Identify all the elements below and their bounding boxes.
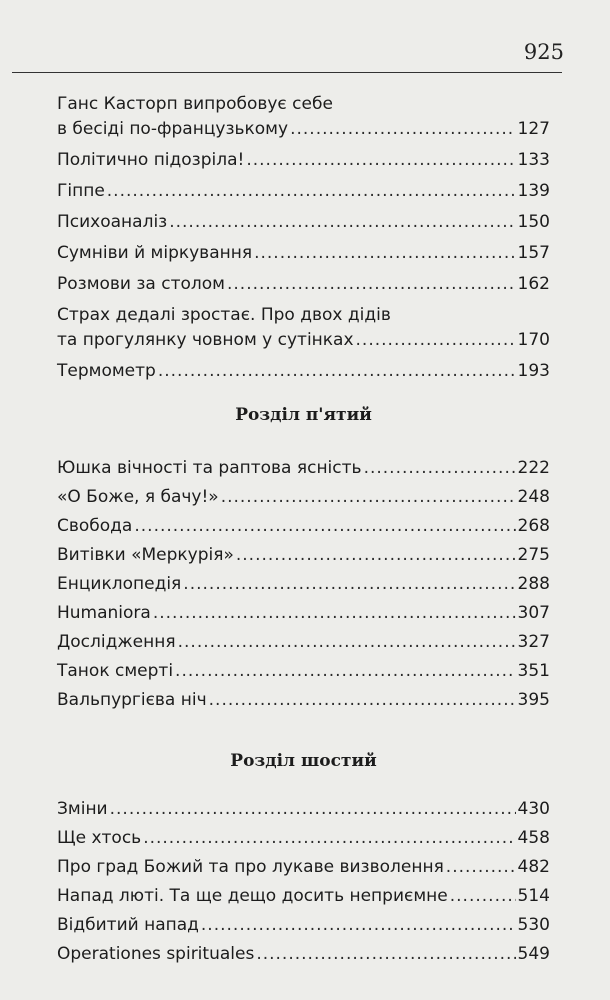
toc-entry-page: 222 [517, 458, 550, 478]
dot-leader [158, 359, 516, 384]
toc-entry [57, 797, 550, 822]
toc-entry-page: 162 [517, 274, 550, 294]
toc-entry-page: 193 [517, 361, 550, 381]
toc-entry [57, 688, 550, 713]
dot-leader [201, 913, 516, 938]
toc-entry-page: 248 [517, 487, 550, 507]
toc-entry-title: Витівки «Меркурія» [57, 545, 234, 565]
toc-entry-title: Ще хтось [57, 828, 142, 848]
dot-leader [175, 659, 516, 684]
toc-entry-title: Відбитий напад [57, 915, 199, 935]
toc-entry-title: та прогулянку човном у сутінках [57, 330, 354, 350]
toc-entry [57, 855, 550, 880]
toc-entry-page: 157 [517, 243, 550, 263]
dot-leader [356, 328, 516, 353]
toc-entry-title: Свобода [57, 516, 133, 536]
toc-entry-title: Термометр [57, 361, 156, 381]
toc-entry [57, 303, 550, 353]
toc-entry [57, 630, 550, 655]
dot-leader [246, 148, 515, 173]
toc-entry-page: 288 [517, 574, 550, 594]
chapter-6-heading: Розділ шостий [230, 751, 377, 771]
toc-entry-title: Гіппе [57, 181, 105, 201]
toc-entry [57, 456, 550, 481]
dot-leader [290, 117, 515, 142]
toc-entry-title: Психоаналіз [57, 212, 168, 232]
toc-entry [57, 601, 550, 626]
toc-entry [57, 514, 550, 539]
toc-entry [57, 659, 550, 684]
dot-leader [153, 601, 516, 626]
dot-leader [254, 241, 515, 266]
toc-entry-title: Розмови за столом [57, 274, 225, 294]
dot-leader [209, 688, 516, 713]
toc-entry-page: 514 [517, 886, 550, 906]
dot-leader [110, 797, 516, 822]
toc-chapter-6 [57, 797, 550, 971]
dot-leader [256, 942, 515, 967]
toc-entry-page: 170 [517, 330, 550, 350]
toc-entry [57, 884, 550, 909]
dot-leader [221, 485, 516, 510]
toc-entry-title: Зміни [57, 799, 108, 819]
toc-entry-page: 150 [517, 212, 550, 232]
dot-leader [169, 210, 515, 235]
toc-entry [57, 179, 550, 204]
toc-entry-page: 139 [517, 181, 550, 201]
dot-leader [178, 630, 516, 655]
toc-entry-title: Вальпургієва ніч [57, 690, 207, 710]
dot-leader [364, 456, 516, 481]
toc-entry-title: Humaniora [57, 603, 151, 623]
toc-part-1 [57, 92, 550, 390]
dot-leader [236, 543, 516, 568]
toc-entry [57, 272, 550, 297]
toc-entry-title: в бесіді по-французькому [57, 119, 289, 139]
toc-entry [57, 241, 550, 266]
toc-entry [57, 359, 550, 384]
toc-entry-page: 458 [517, 828, 550, 848]
toc-entry-page: 430 [517, 799, 550, 819]
toc-entry-title: Страх дедалі зростає. Про двох дідів [57, 305, 391, 325]
toc-entry-title: Про град Божий та про лукаве визволення [57, 857, 444, 877]
toc-entry [57, 572, 550, 597]
chapter-5-heading: Розділ п'ятий [235, 405, 372, 425]
dot-leader [107, 179, 516, 204]
dot-leader [450, 884, 516, 909]
toc-entry-page: 307 [517, 603, 550, 623]
toc-entry [57, 826, 550, 851]
toc-entry-page: 395 [517, 690, 550, 710]
toc-entry [57, 485, 550, 510]
toc-entry-title: Operationes spirituales [57, 944, 255, 964]
toc-entry-title: Ганс Касторп випробовує себе [57, 94, 333, 114]
toc-entry-title: Танок смерті [57, 661, 174, 681]
toc-entry [57, 913, 550, 938]
toc-entry [57, 543, 550, 568]
toc-entry-page: 133 [517, 150, 550, 170]
toc-entry-page: 351 [517, 661, 550, 681]
toc-entry [57, 148, 550, 173]
toc-chapter-5 [57, 456, 550, 717]
dot-leader [446, 855, 516, 880]
toc-entry-title: «О Боже, я бачу!» [57, 487, 219, 507]
toc-entry-page: 127 [517, 119, 550, 139]
toc-entry-title: Сумніви й міркування [57, 243, 253, 263]
toc-entry-page: 482 [517, 857, 550, 877]
toc-entry [57, 942, 550, 967]
dot-leader [183, 572, 515, 597]
toc-entry-page: 275 [517, 545, 550, 565]
page-number: 925 [523, 40, 564, 64]
toc-entry [57, 92, 550, 142]
toc-entry-title: Напад люті. Та ще дещо досить неприємне [57, 886, 448, 906]
header-rule [12, 72, 562, 73]
dot-leader [134, 514, 515, 539]
toc-entry-title: Дослідження [57, 632, 176, 652]
toc-entry-page: 549 [517, 944, 550, 964]
toc-entry-title: Політично підозріла! [57, 150, 245, 170]
toc-entry-title: Енциклопедія [57, 574, 182, 594]
toc-entry-page: 268 [517, 516, 550, 536]
toc-entry-page: 327 [517, 632, 550, 652]
toc-entry-page: 530 [517, 915, 550, 935]
toc-entry [57, 210, 550, 235]
toc-entry-title: Юшка вічності та раптова ясність [57, 458, 362, 478]
dot-leader [227, 272, 516, 297]
dot-leader [143, 826, 515, 851]
